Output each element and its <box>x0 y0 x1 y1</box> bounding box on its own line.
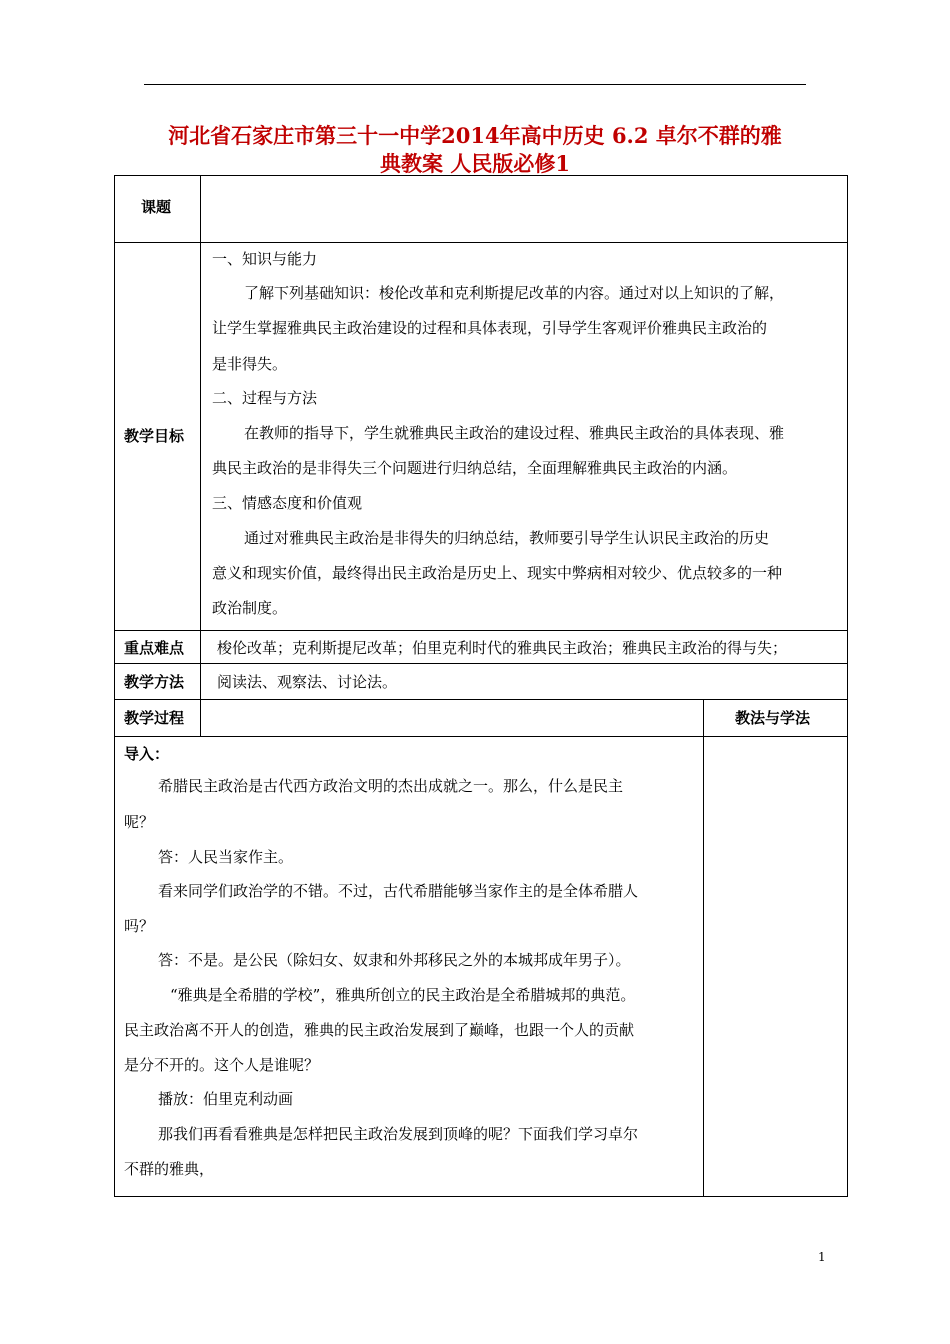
goals-line: 二、过程与方法 <box>212 389 318 407</box>
goals-line: 让学生掌握雅典民主政治建设的过程和具体表现，引导学生客观评价雅典民主政治的 <box>212 319 768 337</box>
goals-line: 一、知识与能力 <box>212 250 318 268</box>
goals-line: 在教师的指导下，学生就雅典民主政治的建设过程、雅典民主政治的具体表现、雅 <box>244 424 785 442</box>
intro-line: 吗？ <box>124 917 155 935</box>
intro-line: 答：不是。是公民（除妇女、奴隶和外邦移民之外的本城邦成年男子）。 <box>158 951 631 969</box>
intro-line: “雅典是全希腊的学校”，雅典所创立的民主政治是全希腊城邦的典范。 <box>170 986 636 1004</box>
intro-line: 是分不开的。这个人是谁呢？ <box>124 1056 320 1074</box>
goals-line: 了解下列基础知识：梭伦改革和克利斯提尼改革的内容。通过对以上知识的了解， <box>244 284 785 302</box>
row-divider <box>114 736 848 737</box>
method-value: 阅读法、观察法、讨论法。 <box>217 673 398 691</box>
key-points-label: 重点难点 <box>124 639 185 657</box>
row-divider <box>114 699 848 700</box>
goals-label: 教学目标 <box>124 427 185 445</box>
intro-line: 那我们再看看雅典是怎样把民主政治发展到顶峰的呢？下面我们学习卓尔 <box>158 1125 639 1143</box>
goals-line: 典民主政治的是非得失三个问题进行归纳总结，全面理解雅典民主政治的内涵。 <box>212 459 738 477</box>
col-divider <box>703 699 704 1197</box>
intro-line: 民主政治离不开人的创造，雅典的民主政治发展到了巅峰，也跟一个人的贡献 <box>124 1021 635 1039</box>
intro-line: 播放：伯里克利动画 <box>158 1090 294 1108</box>
header-rule <box>144 84 806 85</box>
col-divider <box>200 175 201 736</box>
row-divider <box>114 663 848 664</box>
row-divider <box>114 242 848 243</box>
intro-line: 不群的雅典， <box>124 1160 215 1178</box>
topic-label: 课题 <box>141 198 172 216</box>
row-divider <box>114 630 848 631</box>
intro-line: 答：人民当家作主。 <box>158 848 294 866</box>
goals-line: 政治制度。 <box>212 599 288 617</box>
goals-line: 意义和现实价值，最终得出民主政治是历史上、现实中弊病相对较少、优点较多的一种 <box>212 564 783 582</box>
key-points-value: 梭伦改革；克利斯提尼改革；伯里克利时代的雅典民主政治；雅典民主政治的得与失； <box>217 639 788 657</box>
method-label: 教学方法 <box>124 673 185 691</box>
intro-label: 导入： <box>124 745 170 763</box>
intro-line: 希腊民主政治是古代西方政治文明的杰出成就之一。那么，什么是民主 <box>158 777 624 795</box>
goals-line: 三、情感态度和价值观 <box>212 494 363 512</box>
goals-line: 是非得失。 <box>212 355 288 373</box>
intro-line: 看来同学们政治学的不错。不过，古代希腊能够当家作主的是全体希腊人 <box>158 882 639 900</box>
process-side-label: 教法与学法 <box>735 709 811 727</box>
document-title-line1: 河北省石家庄市第三十一中学2014年高中历史 6.2 卓尔不群的雅 <box>168 123 782 148</box>
document-title-line2: 典教案 人民版必修1 <box>380 151 570 176</box>
intro-line: 呢？ <box>124 813 155 831</box>
goals-line: 通过对雅典民主政治是非得失的归纳总结，教师要引导学生认识民主政治的历史 <box>244 529 770 547</box>
process-label: 教学过程 <box>124 709 185 727</box>
page-number: 1 <box>818 1250 826 1264</box>
